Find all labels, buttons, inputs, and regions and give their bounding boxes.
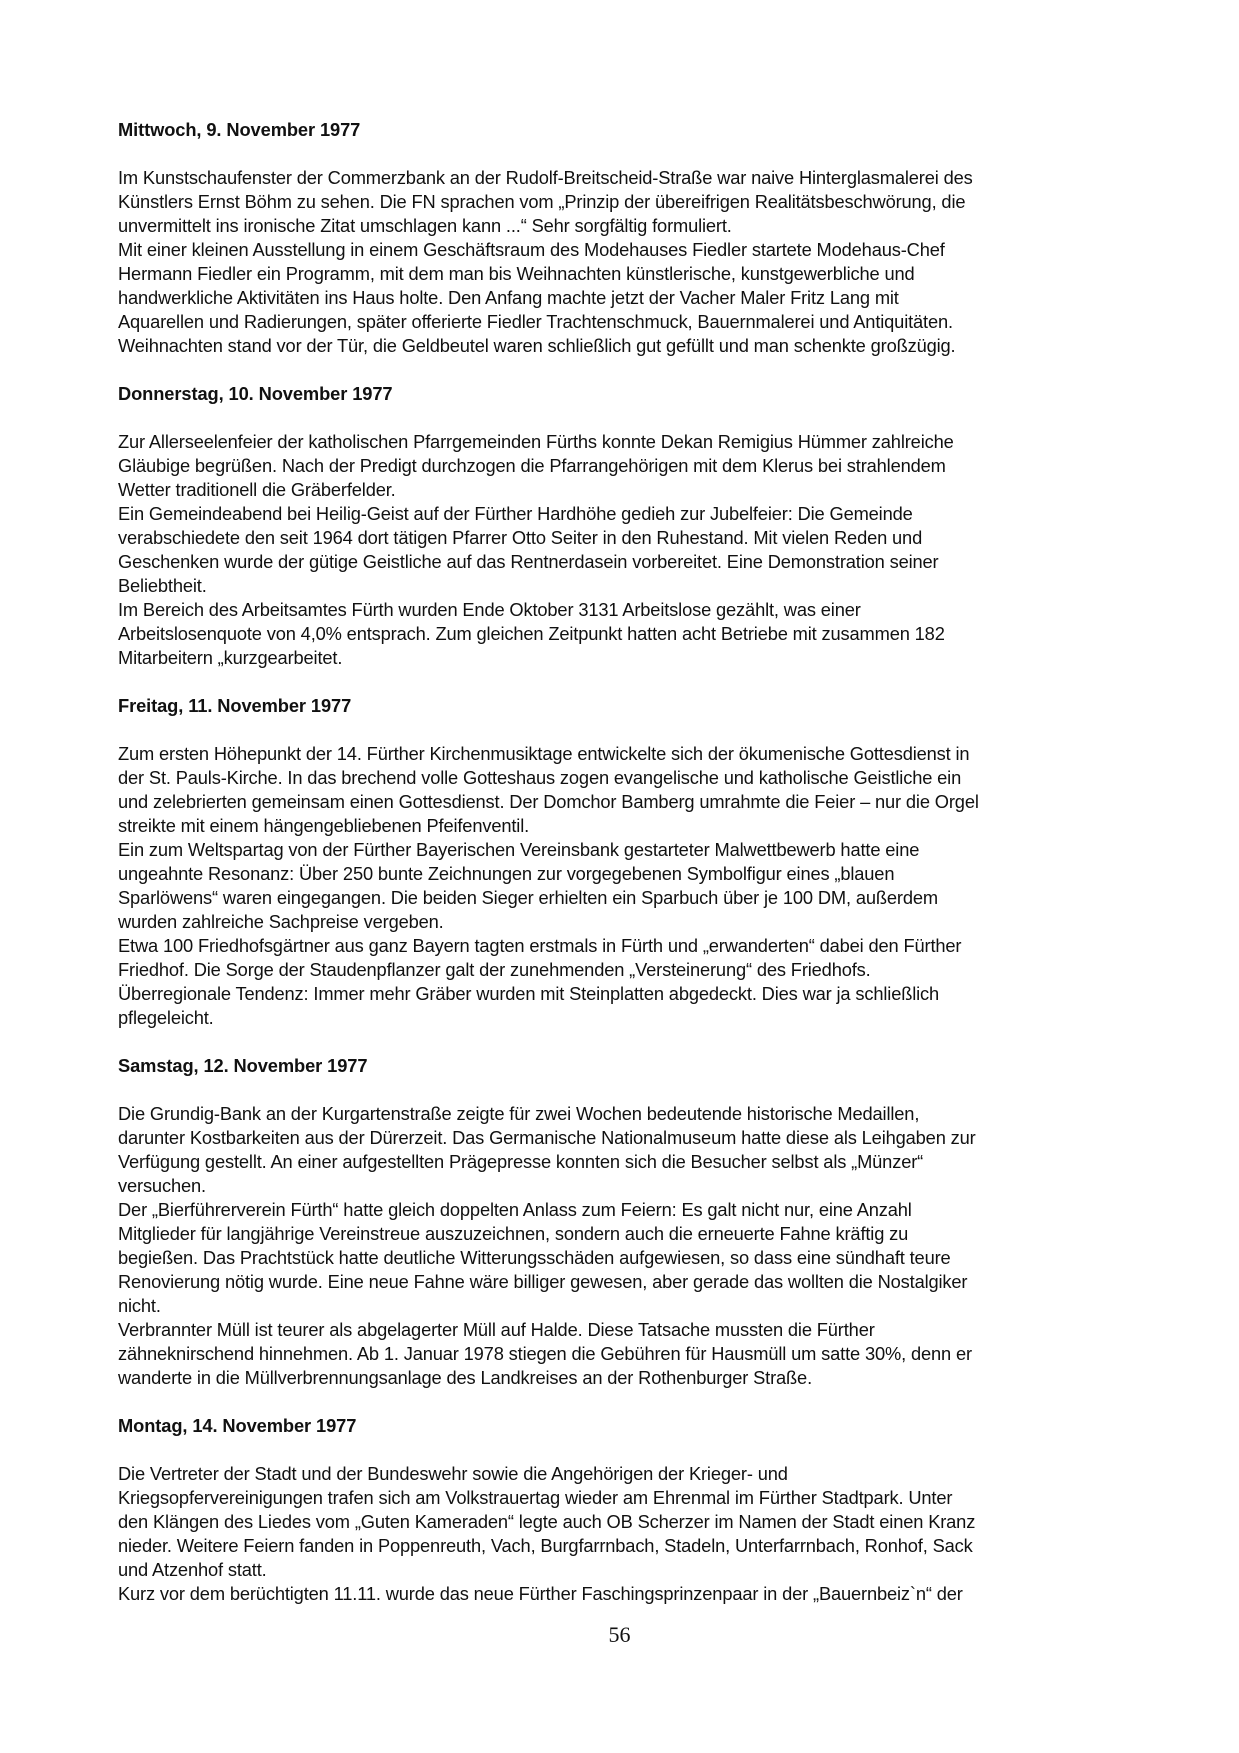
text-line: Mit einer kleinen Ausstellung in einem Geschäftsraum des Modehauses Fiedler startete Modehaus-Chef — [118, 239, 945, 260]
text-line: Der „Bierführerverein Fürth“ hatte gleich doppelten Anlass zum Feiern: Es galt nicht nur, eine Anzahl — [118, 1199, 912, 1220]
date-heading: Samstag, 12. November 1977 — [118, 1055, 368, 1076]
text-line: Die Vertreter der Stadt und der Bundeswehr sowie die Angehörigen der Krieger- und — [118, 1463, 788, 1484]
text-line: ungeahnte Resonanz: Über 250 bunte Zeichnungen zur vorgegebenen Symbolfigur eines „blauen — [118, 863, 895, 884]
text-line: Wetter traditionell die Gräberfelder. — [118, 479, 396, 500]
text-line: Mitarbeitern „kurzgearbeitet. — [118, 647, 343, 668]
text-line: Zur Allerseelenfeier der katholischen Pfarrgemeinden Fürths konnte Dekan Remigius Hümmer zahlreiche — [118, 431, 954, 452]
text-line: nieder. Weitere Feiern fanden in Poppenreuth, Vach, Burgfarrnbach, Stadeln, Unterfarrnbach, Ronhof, Sack — [118, 1535, 973, 1556]
text-line: handwerkliche Aktivitäten ins Haus holte. Den Anfang machte jetzt der Vacher Maler Fritz Lang mit — [118, 287, 899, 308]
date-heading: Mittwoch, 9. November 1977 — [118, 119, 361, 140]
text-line: Ein Gemeindeabend bei Heilig-Geist auf der Fürther Hardhöhe gedieh zur Jubelfeier: Die Gemeinde — [118, 503, 913, 524]
text-line: wanderte in die Müllverbrennungsanlage des Landkreises an der Rothenburger Straße. — [118, 1367, 812, 1388]
text-line: zähneknirschend hinnehmen. Ab 1. Januar 1978 stiegen die Gebühren für Hausmüll um satte 30%, denn er — [118, 1343, 972, 1364]
text-line: Im Kunstschaufenster der Commerzbank an der Rudolf-Breitscheid-Straße war naive Hinterglasmalerei des — [118, 167, 973, 188]
text-line: pflegeleicht. — [118, 1007, 214, 1028]
text-line: Sparlöwens“ waren eingegangen. Die beiden Sieger erhielten ein Sparbuch über je 100 DM, außerdem — [118, 887, 938, 908]
text-line: Gläubige begrüßen. Nach der Predigt durchzogen die Pfarrangehörigen mit dem Klerus bei strahlendem — [118, 455, 946, 476]
text-line: Verfügung gestellt. An einer aufgestellten Prägepresse konnten sich die Besucher selbst als „Münzer“ — [118, 1151, 924, 1172]
entry-body — [118, 1462, 1118, 1606]
text-line: Kriegsopfervereinigungen trafen sich am Volkstrauertag wieder am Ehrenmal im Fürther Stadtpark. Unter — [118, 1487, 953, 1508]
entry-body — [118, 742, 1118, 1030]
entry-montag-14-november — [118, 1414, 1118, 1606]
text-line: nicht. — [118, 1295, 161, 1316]
date-heading: Montag, 14. November 1977 — [118, 1415, 357, 1436]
entry-mittwoch-9-november — [118, 118, 1118, 358]
text-line: wurden zahlreiche Sachpreise vergeben. — [118, 911, 444, 932]
text-line: und Atzenhof statt. — [118, 1559, 267, 1580]
date-heading: Freitag, 11. November 1977 — [118, 695, 352, 716]
document-page — [118, 118, 1118, 1630]
text-line: den Klängen des Liedes vom „Guten Kameraden“ legte auch OB Scherzer im Namen der Stadt einen Kranz — [118, 1511, 976, 1532]
text-line: Friedhof. Die Sorge der Staudenpflanzer galt der zunehmenden „Versteinerung“ des Friedhofs. — [118, 959, 871, 980]
text-line: Verbrannter Müll ist teurer als abgelagerter Müll auf Halde. Diese Tatsache mussten die Fürther — [118, 1319, 875, 1340]
text-line: Geschenken wurde der gütige Geistliche auf das Rentnerdasein vorbereitet. Eine Demonstration seiner — [118, 551, 939, 572]
text-line: Kurz vor dem berüchtigten 11.11. wurde das neue Fürther Faschingsprinzenpaar in der „Bauernbeiz`n“ der — [118, 1583, 963, 1604]
text-line: darunter Kostbarkeiten aus der Dürerzeit. Das Germanische Nationalmuseum hatte diese als Leihgaben zur — [118, 1127, 976, 1148]
text-line: Etwa 100 Friedhofsgärtner aus ganz Bayern tagten erstmals in Fürth und „erwanderten“ dabei den Fürther — [118, 935, 962, 956]
text-line: verabschiedete den seit 1964 dort tätigen Pfarrer Otto Seiter in den Ruhestand. Mit vielen Reden und — [118, 527, 923, 548]
entry-body — [118, 1102, 1118, 1390]
entry-body — [118, 166, 1118, 358]
text-line: Künstlers Ernst Böhm zu sehen. Die FN sprachen vom „Prinzip der übereifrigen Realitätsbeschwörung, die — [118, 191, 966, 212]
text-line: Mitglieder für langjährige Vereinstreue auszuzeichnen, sondern auch die erneuerte Fahne kräftig zu — [118, 1223, 909, 1244]
text-line: Die Grundig-Bank an der Kurgartenstraße zeigte für zwei Wochen bedeutende historische Medaillen, — [118, 1103, 920, 1124]
entry-body — [118, 430, 1118, 670]
text-line: der St. Pauls-Kirche. In das brechend volle Gotteshaus zogen evangelische und katholische Geistliche ein — [118, 767, 962, 788]
entry-donnerstag-10-november — [118, 382, 1118, 670]
text-line: und zelebrierten gemeinsam einen Gottesdienst. Der Domchor Bamberg umrahmte die Feier – nur die Orgel — [118, 791, 979, 812]
text-line: begießen. Das Prachtstück hatte deutliche Witterungsschäden aufgewiesen, so dass eine sündhaft teure — [118, 1247, 951, 1268]
text-line: streikte mit einem hängengebliebenen Pfeifenventil. — [118, 815, 530, 836]
text-line: Ein zum Weltspartag von der Fürther Bayerischen Vereinsbank gestarteter Malwettbewerb hatte eine — [118, 839, 920, 860]
text-line: Beliebtheit. — [118, 575, 207, 596]
text-line: Überregionale Tendenz: Immer mehr Gräber wurden mit Steinplatten abgedeckt. Dies war ja schließlich — [118, 983, 940, 1004]
text-line: Im Bereich des Arbeitsamtes Fürth wurden Ende Oktober 3131 Arbeitslose gezählt, was einer — [118, 599, 861, 620]
text-line: Aquarellen und Radierungen, später offerierte Fiedler Trachtenschmuck, Bauernmalerei und Antiquitäten. — [118, 311, 953, 332]
text-line: versuchen. — [118, 1175, 206, 1196]
text-line: Renovierung nötig wurde. Eine neue Fahne wäre billiger gewesen, aber gerade das wollten die Nostalgiker — [118, 1271, 968, 1292]
text-line: Arbeitslosenquote von 4,0% entsprach. Zum gleichen Zeitpunkt hatten acht Betriebe mit zusammen 182 — [118, 623, 945, 644]
entry-freitag-11-november — [118, 694, 1118, 1030]
page-number: 56 — [608, 1622, 631, 1647]
text-line: Weihnachten stand vor der Tür, die Geldbeutel waren schließlich gut gefüllt und man schenkte großzügig. — [118, 335, 956, 356]
date-heading: Donnerstag, 10. November 1977 — [118, 383, 393, 404]
text-line: unvermittelt ins ironische Zitat umschlagen kann ...“ Sehr sorgfältig formuliert. — [118, 215, 732, 236]
entry-samstag-12-november — [118, 1054, 1118, 1390]
text-line: Zum ersten Höhepunkt der 14. Fürther Kirchenmusiktage entwickelte sich der ökumenische Gottesdienst in — [118, 743, 970, 764]
text-line: Hermann Fiedler ein Programm, mit dem man bis Weihnachten künstlerische, kunstgewerbliche und — [118, 263, 915, 284]
